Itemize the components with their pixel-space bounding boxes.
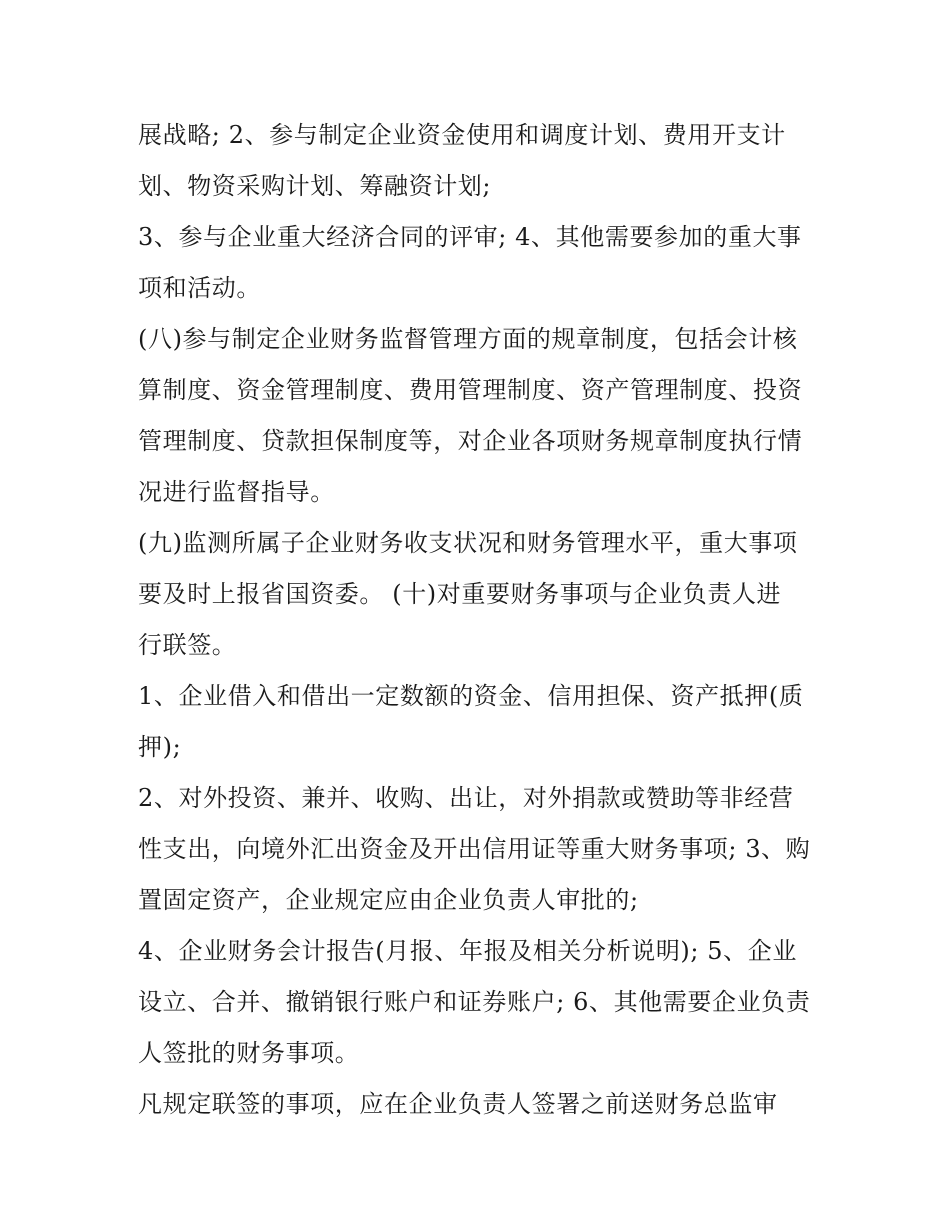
text-line: 人签批的财务事项。	[138, 1039, 360, 1067]
text-line: 要及时上报省国资委。 (十)对重要财务事项与企业负责人进	[138, 580, 782, 608]
text-line: 项和活动。	[138, 274, 261, 302]
text-line: 行联签。	[138, 631, 237, 659]
text-line: 设立、合并、撤销银行账户和证券账户; 6、其他需要企业负责	[138, 988, 811, 1016]
text-line: 况进行监督指导。	[138, 478, 335, 506]
text-line: 划、物资采购计划、筹融资计划;	[138, 172, 492, 200]
text-line: (八)参与制定企业财务监督管理方面的规章制度，包括会计核	[138, 325, 798, 353]
text-line: 凡规定联签的事项，应在企业负责人签署之前送财务总监审	[138, 1090, 778, 1118]
text-line: 押);	[138, 733, 182, 761]
text-line: (九)监测所属子企业财务收支状况和财务管理水平，重大事项	[138, 529, 798, 557]
text-line: 4、企业财务会计报告(月报、年报及相关分析说明); 5、企业	[138, 937, 797, 965]
text-line: 3、参与企业重大经济合同的评审; 4、其他需要参加的重大事	[138, 223, 802, 251]
text-line: 性支出，向境外汇出资金及开出信用证等重大财务事项; 3、购	[138, 835, 811, 863]
text-line: 展战略; 2、参与制定企业资金使用和调度计划、费用开支计	[138, 121, 786, 149]
text-line: 1、企业借入和借出一定数额的资金、信用担保、资产抵押(质	[138, 682, 804, 710]
text-line: 算制度、资金管理制度、费用管理制度、资产管理制度、投资	[138, 376, 803, 404]
text-line: 2、对外投资、兼并、收购、出让，对外捐款或赞助等非经营	[138, 784, 794, 812]
text-line: 置固定资产，企业规定应由企业负责人审批的;	[138, 886, 639, 914]
text-line: 管理制度、贷款担保制度等，对企业各项财务规章制度执行情	[138, 427, 803, 455]
body-text	[138, 110, 818, 1130]
